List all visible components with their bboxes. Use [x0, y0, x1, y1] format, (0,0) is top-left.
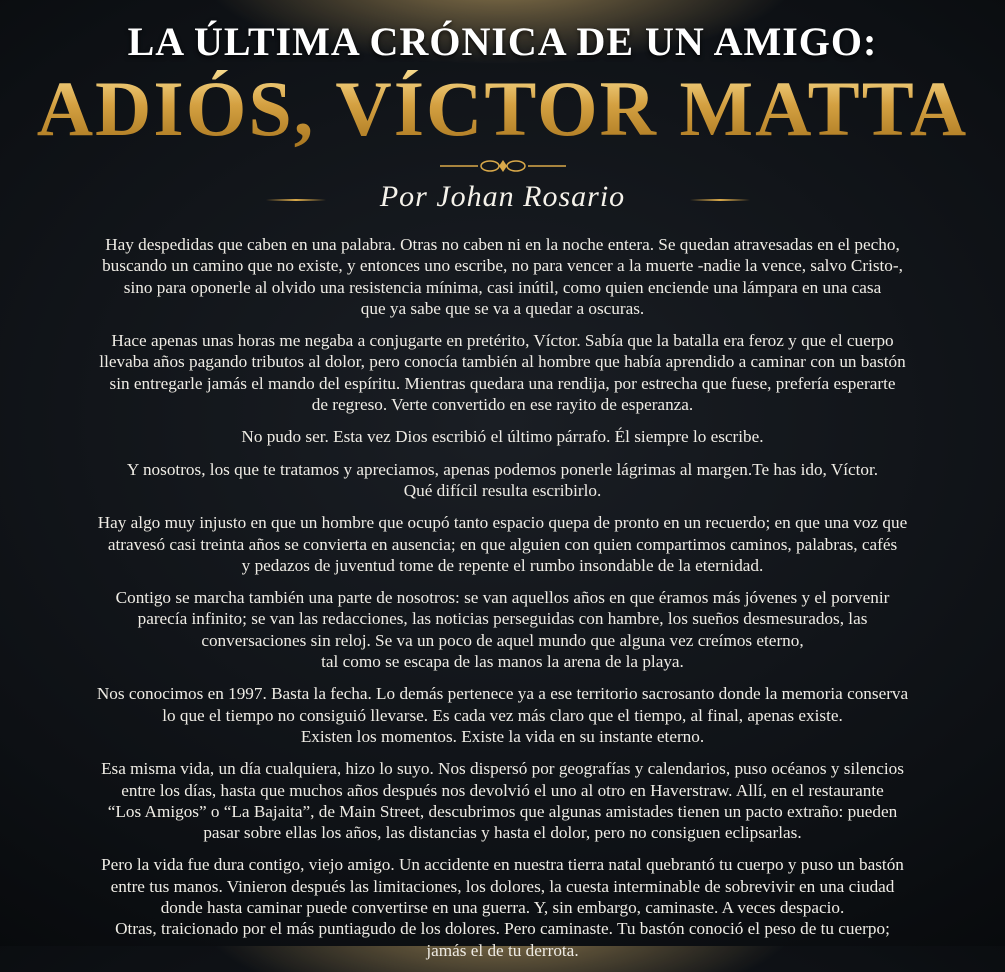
paragraph — [60, 758, 945, 843]
paragraph-line: Hace apenas unas horas me negaba a conjugarte en pretérito, Víctor. Sabía que la batalla era feroz y que el cuerpo — [111, 331, 894, 351]
paragraph-line: sino para oponerle al olvido una resistencia mínima, casi inútil, como quien enciende una lámpara en una casa — [123, 277, 882, 297]
paragraph — [60, 683, 945, 747]
paragraph-line: Pero la vida fue dura contigo, viejo amigo. Un accidente en nuestra tierra natal quebrantó tu cuerpo y puso un bastón — [101, 855, 904, 875]
paragraph-line: Esa misma vida, un día cualquiera, hizo lo suyo. Nos dispersó por geografías y calendarios, puso océanos y silencios — [101, 759, 904, 779]
paragraph-line: Nos conocimos en 1997. Basta la fecha. Lo demás pertenece ya a ese territorio sacrosanto donde la memoria conserva — [96, 684, 909, 704]
paragraph-line: jamás el de tu derrota. — [426, 940, 579, 960]
byline-row — [0, 178, 1005, 222]
paragraph-line: Existen los momentos. Existe la vida en su instante eterno. — [300, 726, 705, 746]
paragraph — [60, 512, 945, 576]
paragraph — [60, 459, 945, 502]
ornament-divider-icon — [440, 158, 566, 174]
paragraph-line: No pudo ser. Esta vez Dios escribió el último párrafo. Él siempre lo escribe. — [241, 427, 764, 447]
paragraph-line: “Los Amigos” o “La Bajaita”, de Main Street, descubrimos que algunas amistades tienen un pacto extraño: pueden — [107, 801, 898, 821]
paragraph-line: conversaciones sin reloj. Se va un poco de aquel mundo que alguna vez creímos eterno, — [201, 630, 804, 650]
paragraph-line: pasar sobre ellas los años, las distancias y hasta el dolor, pero no consiguen eclipsarlas. — [203, 823, 802, 843]
paragraph-line: Qué difícil resulta escribirlo. — [403, 480, 602, 500]
paragraph-line: atravesó casi treinta años se convierta en ausencia; en que alguien con quien compartimos caminos, palabras, cafés — [107, 534, 898, 554]
paragraph-line: sin entregarle jamás el mando del espíritu. Mientras quedara una rendija, por estrecha que fuese, prefería esperarte — [109, 373, 896, 393]
paragraph-line: Otras, traicionado por el más puntiagudo de los dolores. Pero caminaste. Tu bastón conoció el peso de tu cuerpo; — [115, 919, 890, 939]
paragraph-line: Contigo se marcha también una parte de nosotros: se van aquellos años en que éramos más jóvenes y el porvenir — [115, 588, 890, 608]
paragraph-line: lo que el tiempo no consiguió llevarse. Es cada vez más claro que el tiempo, al final, apenas existe. — [162, 705, 843, 725]
paragraph-line: buscando un camino que no existe, y entonces uno escribe, no para vencer a la muerte -nadie la vence, salvo Cristo-, — [102, 256, 903, 276]
paragraph-line: entre tus manos. Vinieron después las limitaciones, los dolores, la cuesta interminable de sobrevivir en una ciudad — [110, 876, 895, 896]
kicker-title: LA ÚLTIMA CRÓNICA DE UN AMIGO: — [127, 19, 878, 64]
paragraph-line: que ya sabe que se va a quedar a oscuras. — [360, 298, 645, 318]
paragraph — [60, 587, 945, 672]
paragraph-line: Hay algo muy injusto en que un hombre que ocupó tanto espacio quepa de pronto en un recuerdo; en que una voz que — [97, 513, 908, 533]
paragraph — [60, 330, 945, 415]
paragraph-line: y pedazos de juventud tome de repente el rumbo insondable de la eternidad. — [241, 555, 764, 575]
byline-rule-right — [690, 199, 750, 201]
paragraph-line: Hay despedidas que caben en una palabra. Otras no caben ni en la noche entera. Se quedan atravesadas en el pecho, — [105, 235, 900, 254]
paragraph — [60, 426, 945, 447]
paragraph-line: entre los días, hasta que muchos años después nos devolvió el uno al otro en Haverstraw. Allí, en el restaurante — [121, 780, 884, 800]
paragraph-line: de regreso. Verte convertido en ese rayito de esperanza. — [311, 395, 694, 415]
paragraph-line: parecía infinito; se van las redacciones, las noticias perseguidas con hambre, los sueños desmesurados, las — [137, 609, 868, 629]
paragraph-line: llevaba años pagando tributos al dolor, pero conocía también al hombre que había aprendido a caminar con un bastón — [99, 352, 906, 372]
paragraph — [60, 234, 945, 319]
paragraph-line: tal como se escapa de las manos la arena de la playa. — [321, 652, 684, 672]
paragraph-line: donde hasta caminar puede convertirse en una guerra. Y, sin embargo, caminaste. A veces despacio. — [160, 898, 845, 918]
article-body — [60, 234, 945, 972]
paragraph-line: Y nosotros, los que te tratamos y apreciamos, apenas podemos ponerle lágrimas al margen.Te has ido, Víctor. — [126, 459, 879, 479]
headline: ADIÓS, VÍCTOR MATTA — [0, 70, 1005, 148]
byline: Por Johan Rosario — [379, 180, 626, 213]
paragraph — [60, 854, 945, 960]
